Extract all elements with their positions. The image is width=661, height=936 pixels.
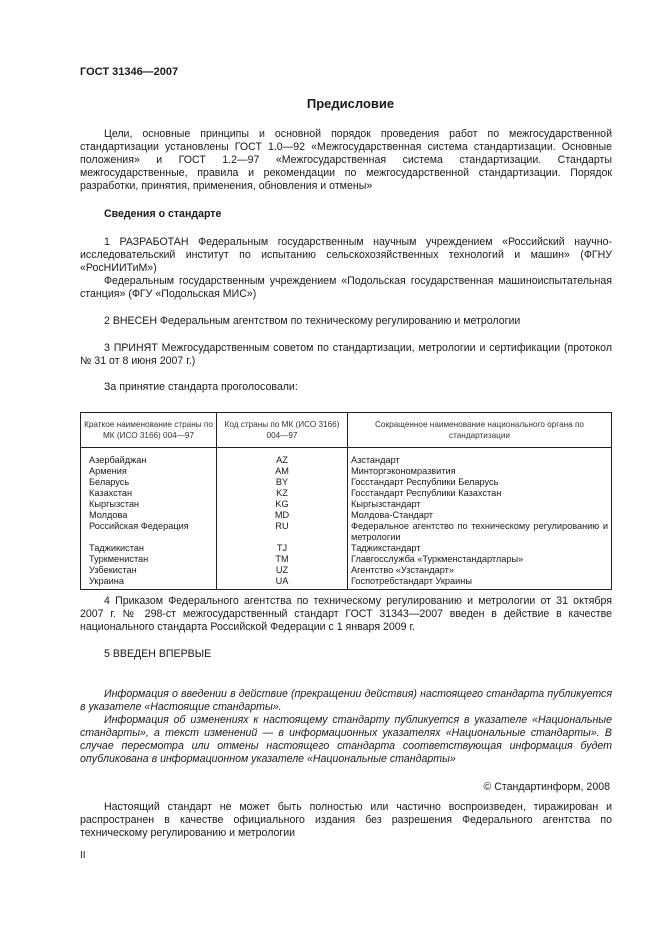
country-name: Кыргызстан — [81, 499, 217, 510]
country-name: Молдова — [81, 510, 217, 521]
voted-caption: За принятие стандарта проголосовали: — [104, 381, 298, 393]
country-name: Таджикистан — [81, 543, 217, 554]
item-4-order: 4 Приказом Федерального агентства по техническому регулированию и метрологии от 31 октября 2007 г. № 298-ст межгосударственный стандарт ГОСТ 31343—2007 введен в действие в качестве национального стандарта Российской Федерации с 1 января 2009 г. — [80, 595, 612, 633]
copyright: © Стандартинформ, 2008 — [483, 781, 610, 793]
item-5-first-introduced: 5 ВВЕДЕН ВПЕРВЫЕ — [104, 648, 212, 660]
table-row — [81, 477, 612, 488]
country-code: MD — [217, 510, 348, 521]
standards-body: Главгосслужба «Туркменстандартлары» — [348, 554, 612, 565]
header-country-name: Краткое наименование страны по МК (ИСО 3166) 004—97 — [81, 413, 217, 448]
country-name: Азербайджан — [81, 448, 217, 467]
table-row — [81, 521, 612, 543]
table-row — [81, 565, 612, 576]
country-code: BY — [217, 477, 348, 488]
country-code: RU — [217, 521, 348, 543]
standards-body: Федеральное агентство по техническому регулированию и метрологии — [348, 521, 612, 543]
country-code: AM — [217, 466, 348, 477]
notice-changes: Информация об изменениях к настоящему стандарту публикуется в указателе «Национальные стандарты», а текст изменений — в информационных указателях «Национальные стандарты». В случае пересмотра или отмены настоящего стандарта соответствующая информация будет опубликована в информационном указателе «Национальные стандарты» — [80, 714, 612, 765]
table-row — [81, 543, 612, 554]
standards-body: Минторгэкономразвития — [348, 466, 612, 477]
table-row — [81, 488, 612, 499]
country-name: Российская Федерация — [81, 521, 217, 543]
country-code: UA — [217, 576, 348, 590]
country-name: Украина — [81, 576, 217, 590]
country-code: TJ — [217, 543, 348, 554]
country-code: UZ — [217, 565, 348, 576]
table-row — [81, 554, 612, 565]
standards-body: Госпотребстандарт Украины — [348, 576, 612, 590]
header-standards-body: Сокращенное наименование национального органа по стандартизации — [348, 413, 612, 448]
item-1-developed: 1 РАЗРАБОТАН Федеральным государственным научным учреждением «Российский научно-исследовательский институт по испытанию сельскохозяйственных технологий и машин» (ФГНУ «РосНИИТиМ») — [80, 236, 612, 274]
country-code: AZ — [217, 448, 348, 467]
country-name: Узбекистан — [81, 565, 217, 576]
item-3-adopted: 3 ПРИНЯТ Межгосударственным советом по стандартизации, метрологии и сертификации (протокол № 31 от 8 июня 2007 г.) — [80, 342, 612, 367]
info-heading: Сведения о стандарте — [104, 208, 222, 220]
item-2-submitted: 2 ВНЕСЕН Федеральным агентством по техническому регулированию и метрологии — [104, 315, 521, 327]
header-country-code: Код страны по МК (ИСО 3166) 004—97 — [217, 413, 348, 448]
notice-publication: Информация о введении в действие (прекращении действия) настоящего стандарта публикуется в указателе «Настоящие стандарты». — [80, 688, 612, 713]
page-title: Предисловие — [306, 96, 395, 111]
document-code: ГОСТ 31346—2007 — [80, 66, 179, 78]
table-row — [81, 466, 612, 477]
voting-table-header — [81, 413, 612, 448]
table-row — [81, 510, 612, 521]
country-name: Беларусь — [81, 477, 217, 488]
voting-table — [80, 412, 612, 590]
standards-body: Агентство «Узстандарт» — [348, 565, 612, 576]
standards-body: Молдова-Стандарт — [348, 510, 612, 521]
item-1-codeveloper: Федеральным государственным учреждением «Подольская государственная машиноиспытательная станция» (ФГУ «Подольская МИС») — [80, 275, 612, 300]
country-code: KZ — [217, 488, 348, 499]
standards-body: Азстандарт — [348, 448, 612, 467]
table-row — [81, 499, 612, 510]
country-name: Казахстан — [81, 488, 217, 499]
table-row — [81, 576, 612, 590]
country-code: TM — [217, 554, 348, 565]
standards-body: Госстандарт Республики Беларусь — [348, 477, 612, 488]
standards-body: Кыргызстандарт — [348, 499, 612, 510]
page-number: II — [80, 850, 86, 861]
standards-body: Таджикстандарт — [348, 543, 612, 554]
country-name: Туркменистан — [81, 554, 217, 565]
table-row — [81, 448, 612, 467]
standards-body: Госстандарт Республики Казахстан — [348, 488, 612, 499]
intro-paragraph: Цели, основные принципы и основной порядок проведения работ по межгосударственной стандартизации установлены ГОСТ 1.0—92 «Межгосударственная система стандартизации. Основные положения» и ГОСТ 1.2—97 «Межгосударственная система стандартизации. Стандарты межгосударственные, правила и рекомендации по межгосударственной стандартизации. Порядок разработки, принятия, применения, обновления и отмены» — [80, 128, 612, 192]
country-code: KG — [217, 499, 348, 510]
country-name: Армения — [81, 466, 217, 477]
reproduction-restriction: Настоящий стандарт не может быть полностью или частично воспроизведен, тиражирован и распространен в качестве официального издания без разрешения Федерального агентства по техническому регулированию и метрологии — [80, 801, 612, 839]
